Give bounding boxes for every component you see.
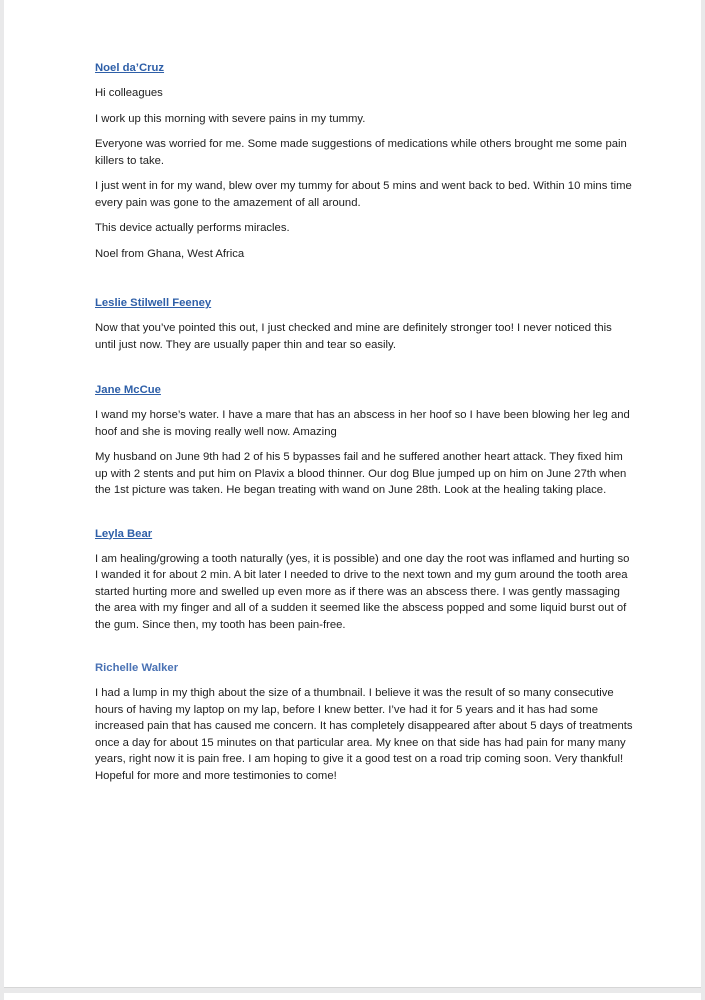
testimonial-paragraph: Everyone was worried for me. Some made suggestions of medications while others brought me some pain killers to take. — [95, 138, 627, 167]
testimonial-paragraph: Noel from Ghana, West Africa — [95, 247, 245, 260]
author-name[interactable]: Leyla Bear — [95, 527, 153, 540]
author-name[interactable]: Leslie Stilwell Feeney — [95, 297, 212, 309]
next-page-edge — [4, 993, 701, 1000]
author-name[interactable]: Noel da’Cruz — [95, 62, 165, 74]
page-content — [95, 60, 635, 793]
testimonial-richelle — [95, 660, 635, 784]
author-name[interactable]: Jane McCue — [95, 384, 161, 396]
author-name: Richelle Walker — [95, 662, 179, 674]
testimonial-paragraph: Hi colleagues — [95, 87, 163, 99]
testimonial-paragraph: I wand my horse’s water. I have a mare that has an abscess in her hoof so I have been blowing her leg and hoof and she is moving really well now. Amazing — [95, 409, 630, 438]
testimonial-noel — [95, 60, 635, 262]
testimonial-paragraph: I work up this morning with severe pains in my tummy. — [95, 112, 366, 125]
testimonial-paragraph: I had a lump in my thigh about the size of a thumbnail. I believe it was the result of so many consecutive hours of having my laptop on my lap, before I knew better. I’ve had it for 5 years and it has had some increased pain that has caused me concern. It has completely disappeared after about 5 days of treatments once a day for about 15 minutes on that particular area. My knee on that side has had pain for many many years, right now it is pain free. I am hoping to give it a good test on a road trip coming soon. Very thankful! Hopeful for more and more testimonies to come! — [95, 687, 633, 782]
testimonial-paragraph: Now that you’ve pointed this out, I just checked and mine are definitely stronger too! I never noticed this until just now. They are usually paper thin and tear so easily. — [95, 322, 612, 351]
testimonial-leslie — [95, 295, 635, 353]
testimonial-paragraph: I am healing/growing a tooth naturally (yes, it is possible) and one day the root was inflamed and hurting so I wanded it for about 2 min. A bit later I needed to drive to the next town and my gum around the tooth area started hurting more and swelled up even more as if there was an abscess there. I was gently massaging the area with my finger and all of a sudden it seemed like the abscess popped and some liquid burst out of the gum. Since then, my tooth has been pain-free. — [95, 552, 630, 631]
testimonial-paragraph: My husband on June 9th had 2 of his 5 bypasses fail and he suffered another heart attack. They fixed him up with 2 stents and put him on Plavix a blood thinner. Our dog Blue jumped up on him on June 27th when the 1st picture was taken. He began treating with wand on June 28th. Look at the healing taking place. — [95, 451, 627, 496]
testimonial-paragraph: I just went in for my wand, blew over my tummy for about 5 mins and went back to bed. Within 10 mins time every pain was gone to the amazement of all around. — [95, 180, 632, 209]
testimonial-jane — [95, 382, 635, 499]
testimonial-paragraph: This device actually performs miracles. — [95, 222, 290, 234]
testimonial-leyla — [95, 526, 635, 634]
document-page — [4, 0, 701, 988]
